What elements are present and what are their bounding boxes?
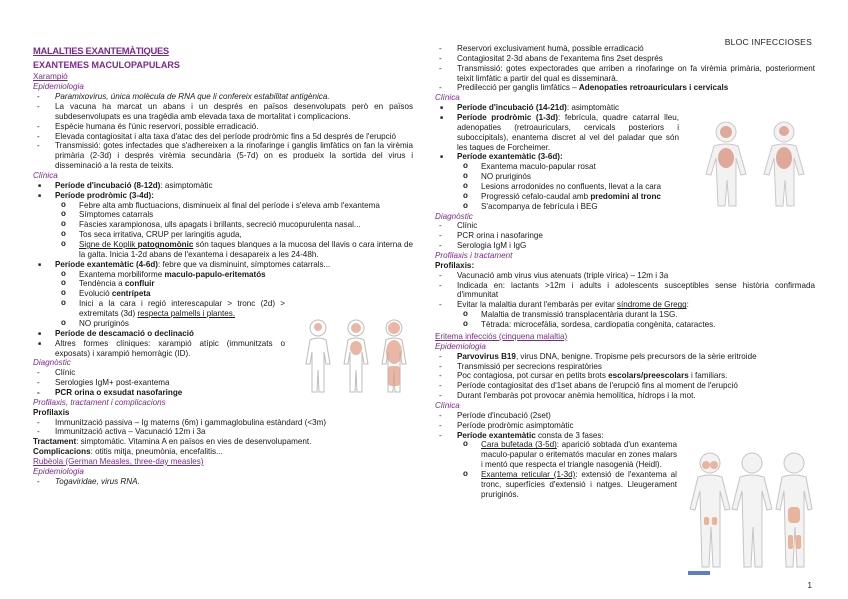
list-item: ■ Període exantemàtic (4-6d): febre que va disminuint, símptomes catarrals... o Exantema morbiliforme maculo-papulo-eritematós o Tendència a confluir o Evolució centrípeta o Inici a la cara i regió interescapular > tronc (2d) > extremitats (3d) respecta palmells i plantes. o NO pruriginós (33, 260, 413, 329)
list-item: - Període prodròmic asimptomàtic (435, 421, 815, 431)
list-item: o Tos seca irritativa, CRUP per laringitis aguda, (33, 230, 413, 240)
epidemiologia-label: Epidemiologia (33, 82, 84, 92)
section-header: BLOC INFECCIOSES (724, 37, 812, 47)
list-item: - Clínic (435, 221, 815, 231)
list-item: o Símptomes catarrals (33, 210, 413, 220)
list-item: - Reservori exclusivament humà, possible erradicació (435, 44, 815, 54)
xarampio-heading: Xarampió (33, 72, 68, 82)
list-item: o Exantema maculo-papular rosat (435, 162, 815, 172)
list-item: - PCR orina o exsudat nasofaringe (33, 388, 413, 398)
rubeola-diagnostic-list (435, 221, 815, 251)
epidemiologia-label: Epidemiologia (33, 466, 84, 476)
gregg-sublist (435, 310, 815, 330)
list-item: o Tendència a confluir (33, 279, 285, 289)
list-item: o Inici a la cara i regió interescapular > tronc (2d) > extremitats (3d) respecta palmells i plantes. (33, 299, 285, 319)
list-item: o Fàscies xarampionosa, ulls apagats i brillants, secreció mucopurulenta nasal... (33, 220, 413, 230)
list-item: ■ Període d'incubació (14-21d): asimptomàtic (435, 103, 815, 113)
section-title: EXANTEMES MACULOPAPULARS (33, 60, 180, 71)
list-item: o Tètrada: microcefàlia, sordesa, cardiopatia congènita, cataractes. (435, 320, 815, 330)
measles-rash-illustration (300, 318, 415, 396)
list-item: - Període exantemàtic consta de 3 fases: o Cara bufetada (3-5d): aparició sobtada d'un exantema maculo-papular o eritematós macular en zones malars i mentó que respecta el triangle nasogenià (Heidl). o Exantema reticular (1-3d): extensió de l'exantema al tronc, superfícies d'extensió i natges. Lleugerament pruriginós. (435, 431, 815, 500)
rubeola-profilaxis-list (435, 271, 815, 330)
list-item: - Espècie humana és l'únic reservori, possible erradicació. (33, 122, 413, 132)
list-item: o Exantema reticular (1-3d): extensió de l'exantema al tronc, superfícies d'extensió i natges. Lleugerament pruriginós. (435, 470, 677, 500)
page-number: 1 (807, 581, 812, 590)
eritema-fases-sublist (435, 440, 677, 499)
list-item: - Contagiositat 2-3d abans de l'exantema fins 2set després (435, 54, 815, 64)
rubeola-epi-list (33, 477, 413, 487)
list-item: ■ Període de descamació o declinació (33, 329, 413, 339)
list-item: - Transmissió: gotes expectorades que arriben a rinofaringe on fa virèmia primària, posteriorment teixit limfàtic a partir del qual es disseminarà. (435, 64, 815, 84)
list-item: - Clínic (33, 368, 413, 378)
list-item: - Transmissió: gotes infectades que s'adhereixen a la rinofaringe i ganglis limfàtics on fan la virèmia primària (2-3d) i després virèmia secundària (5-7d) on es produeix la sortida del virus i disseminació a la resta de teixits. (33, 141, 413, 171)
list-item: - Togaviridae, virus RNA. (33, 477, 413, 487)
clinica-label: Clínica (33, 171, 58, 181)
list-item: - Immunització activa – Vacunació 12m i 3a (33, 427, 413, 437)
complicacions-line: Complicacions: otitis mitja, pneumònia, encefalitis... (33, 447, 223, 457)
profilaxi-label: Profilaxis, tractament i complicacions (33, 397, 166, 407)
eritema-heading: Eritema infecciós (cinquena malaltia) (435, 331, 568, 341)
prodromic-sublist (33, 201, 413, 260)
list-item: ■ Període d'incubació (8-12d): asimptomàtic (33, 181, 413, 191)
list-item: - Indicada en: lactants >12m i adults i adolescents susceptibles sense història confirmada d'immunitat (435, 281, 815, 301)
list-item: - Elevada contagiositat i alta taxa d'atac des del període prodròmic fins a 5d després de l'erupció (33, 132, 413, 142)
list-item: o Evolució centrípeta (33, 289, 285, 299)
profilaxis-title: Profilaxis (33, 407, 70, 417)
list-item: - La vacuna ha marcat un abans i un després en països desenvolupats però en països subdesenvolupats es una tragèdia amb elevada taxa de mortalitat i complicacions. (33, 102, 413, 122)
xarampio-epi-list (33, 92, 413, 171)
list-item: o Febre alta amb fluctuacions, disminueix al final del període i s'eleva amb l'exantema (33, 201, 413, 211)
rubella-rash-illustration (700, 118, 812, 210)
list-item: - Immunització passiva – Ig materns (6m) i gammaglobulina estàndard (<3m) (33, 418, 413, 428)
list-item: - PCR orina i nasofaringe (435, 231, 815, 241)
left-column (33, 40, 413, 487)
list-item: - Durant l'embaràs pot provocar anèmia hemolítica, hídrops i la mot. (435, 391, 815, 401)
profilaxis-title: Profilaxis: (435, 260, 475, 270)
list-item: - Transmissió per secrecions respiratòries (435, 362, 815, 372)
right-column (435, 44, 815, 500)
exantematic-sublist (33, 270, 285, 329)
list-item: o Malaltia de transmissió transplacentària durant la 1SG. (435, 310, 815, 320)
diagnostic-label: Diagnòstic (33, 358, 71, 368)
list-item: o Progressió cefalo-caudal amb predomini al tronc (435, 192, 815, 202)
list-item: - Període d'incubació (2set) (435, 411, 815, 421)
list-item: - Paramixovirus, única molècula de RNA que li confereix estabilitat antigènica. (33, 92, 413, 102)
list-item: o NO pruriginós (435, 172, 815, 182)
eritema-epi-list (435, 352, 815, 401)
list-item: - Parvovirus B19, virus DNA, benigne. Tropisme pels precursors de la sèrie eritroide (435, 352, 815, 362)
list-item: - Predilecció per ganglis limfàtics – Adenopaties retroauriculars i cervicals (435, 83, 815, 93)
list-item: o Signe de Koplik patognomònic són taques blanques a la mucosa del llavis o cara interna de la galta. Inicia 1-2d abans de l'exantema i desapareix a les 24-48h. (33, 240, 413, 260)
rubeola-heading: Rubèola (German Measles, three-day measles) (33, 456, 204, 466)
erythema-infectiosum-illustration (688, 447, 814, 577)
profilaxi-label: Profilaxis i tractament (435, 251, 513, 261)
rubeola-epi-continued (435, 44, 815, 93)
list-item: - Serologia IgM i IgG (435, 241, 815, 251)
list-item: o S'acompanya de febrícula i BEG (435, 202, 815, 212)
list-item: - Poc contagiosa, pot cursar en petits brots escolars/preescolars i familiars. (435, 371, 815, 381)
list-item: - Vacunació amb virus vius atenuats (triple vírica) – 12m i 3a (435, 271, 815, 281)
clinica-label: Clínica (435, 93, 460, 103)
list-item: ■ Altres formes clíniques: xarampió atípic (immunitzats o exposats) i xarampió hemorràgic (ID). (33, 339, 285, 359)
list-item: ■ Període exantemàtic (3-6d): o Exantema maculo-papular rosat o NO pruriginós o Lesions arrodonides no confluents, llevat a la cara o Progressió cefalo-caudal amb predomini al tronc o S'acompanya de febrícula i BEG (435, 152, 815, 211)
list-item: - Evitar la malaltia durant l'embaràs per evitar síndrome de Gregg: o Malaltia de transmissió transplacentària durant la 1SG. o Tètrada: microcefàlia, sordesa, cardiopatia congènita, cataractes. (435, 300, 815, 330)
page-title: MALALTIES EXANTEMÀTIQUES (33, 45, 169, 56)
list-item: o NO pruriginós (33, 319, 285, 329)
epidemiologia-label: Epidemiologia (435, 341, 486, 351)
list-item: o Lesions arrodonides no confluents, llevat a la cara (435, 182, 815, 192)
list-item: - Serologies IgM+ post-exantema (33, 378, 413, 388)
diagnostic-label: Diagnòstic (435, 211, 473, 221)
list-item: ■ Període prodròmic (1-3d): febrícula, quadre catarral lleu, adenopaties (retroauriculars, cervicals posteriors i suboccipitals), enantema discret al vel del paladar que són les taques de Forcheimer. (435, 113, 679, 152)
list-item: o Cara bufetada (3-5d): aparició sobtada d'un exantema maculo-papular o eritematós macular en zones malars i mentó que respecta el triangle nasogenià (Heidl). (435, 440, 677, 470)
profilaxis-list (33, 418, 413, 438)
list-item: - Període contagiositat des d'1set abans de l'erupció fins al moment de l'erupció (435, 381, 815, 391)
list-item: ■ Període prodròmic (3-4d): o Febre alta amb fluctuacions, disminueix al final del període i s'eleva amb l'exantema o Símptomes catarrals o Fàscies xarampionosa, ulls apagats i brillants, secreció mucopurulenta nasal... o Tos seca irritativa, CRUP per laringitis aguda, o Signe de Koplik patognomònic són taques blanques a la mucosa del llavis o cara interna de la galta. Inicia 1-2d abans de l'exantema i desapareix a les 24-48h. (33, 191, 413, 260)
clinica-label: Clínica (435, 400, 460, 410)
tractament-line: Tractament: simptomàtic. Vitamina A en països en vies de desenvolupament. (33, 437, 312, 447)
list-item: o Exantema morbiliforme maculo-papulo-eritematós (33, 270, 285, 280)
